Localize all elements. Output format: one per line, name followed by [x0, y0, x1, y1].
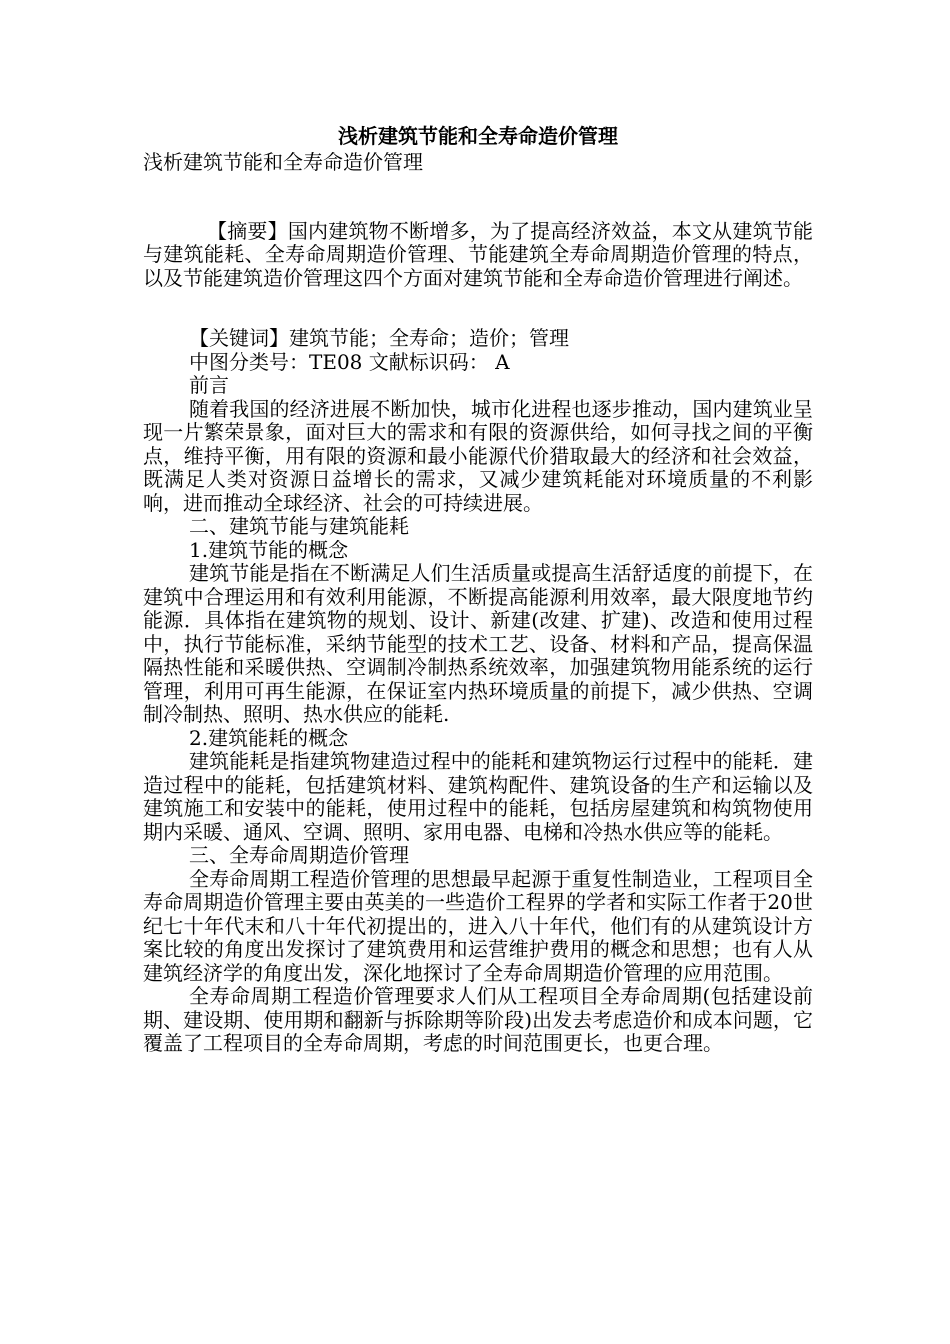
section-2-1-heading: 1.建筑节能的概念	[189, 537, 349, 562]
document-page	[143, 121, 813, 1056]
section-2-2-paragraph: 建筑能耗是指建筑物建造过程中的能耗和建筑物运行过程中的能耗．建造过程中的能耗，包括建筑材料、建筑构配件、建筑设备的生产和运输以及建筑施工和安装中的能耗，使用过程中的能耗，包括房屋建筑和构筑物使用期内采暖、通风、空调、照明、家用电器、电梯和冷热水供应等的能耗。	[143, 749, 813, 844]
classification-line: 中图分类号：TE08 文献标识码： A	[189, 349, 510, 374]
abstract-paragraph: 【摘要】国内建筑物不断增多，为了提高经济效益，本文从建筑节能与建筑能耗、全寿命周期造价管理、节能建筑全寿命周期造价管理的特点，以及节能建筑造价管理这四个方面对建筑节能和全寿命造价管理进行阐述。	[143, 218, 813, 290]
section-3-heading: 三、全寿命周期造价管理	[189, 843, 409, 867]
section-2-heading: 二、建筑节能与建筑能耗	[189, 514, 409, 538]
keywords-line: 【关键词】建筑节能；全寿命；造价；管理	[189, 326, 569, 350]
section-3-paragraph-2: 全寿命周期工程造价管理要求人们从工程项目全寿命周期(包括建设前期、建设期、使用期和翻新与拆除期等阶段)出发去考虑造价和成本问题，它覆盖了工程项目的全寿命周期，考虑的时间范围更长，也更合理。	[143, 984, 813, 1055]
section-2-1-paragraph: 建筑节能是指在不断满足人们生活质量或提高生活舒适度的前提下，在建筑中合理运用和有效利用能源，不断提高能源利用效率，最大限度地节约能源．具体指在建筑物的规划、设计、新建(改建、扩建)、改造和使用过程中，执行节能标准，采纳节能型的技术工艺、设备、材料和产品，提高保温隔热性能和采暖供热、空调制冷制热系统效率，加强建筑物用能系统的运行管理，利用可再生能源，在保证室内热环境质量的前提下，减少供热、空调制冷制热、照明、热水供应的能耗.	[143, 561, 813, 726]
preface-paragraph: 随着我国的经济进展不断加快，城市化进程也逐步推动，国内建筑业呈现一片繁荣景象，面对巨大的需求和有限的资源供给，如何寻找之间的平衡点，维持平衡，用有限的资源和最小能源代价猎取最大的经济和社会效益，既满足人类对资源日益增长的需求，又减少建筑耗能对环境质量的不利影响，进而推动全球经济、社会的可持续进展。	[143, 396, 813, 515]
document-title: 浅析建筑节能和全寿命造价管理	[338, 124, 618, 148]
section-3-paragraph-1: 全寿命周期工程造价管理的思想最早起源于重复性制造业，工程项目全寿命周期造价管理主要由英美的一些造价工程界的学者和实际工作者于20世纪七十年代末和八十年代初提出的，进入八十年代，他们有的从建筑设计方案比较的角度出发探讨了建筑费用和运营维护费用的概念和思想；也有人从建筑经济学的角度出发，深化地探讨了全寿命周期造价管理的应用范围。	[143, 866, 813, 985]
section-2-2-heading: 2.建筑能耗的概念	[189, 725, 349, 750]
preface-heading: 前言	[189, 373, 229, 397]
document-subtitle: 浅析建筑节能和全寿命造价管理	[143, 150, 423, 174]
